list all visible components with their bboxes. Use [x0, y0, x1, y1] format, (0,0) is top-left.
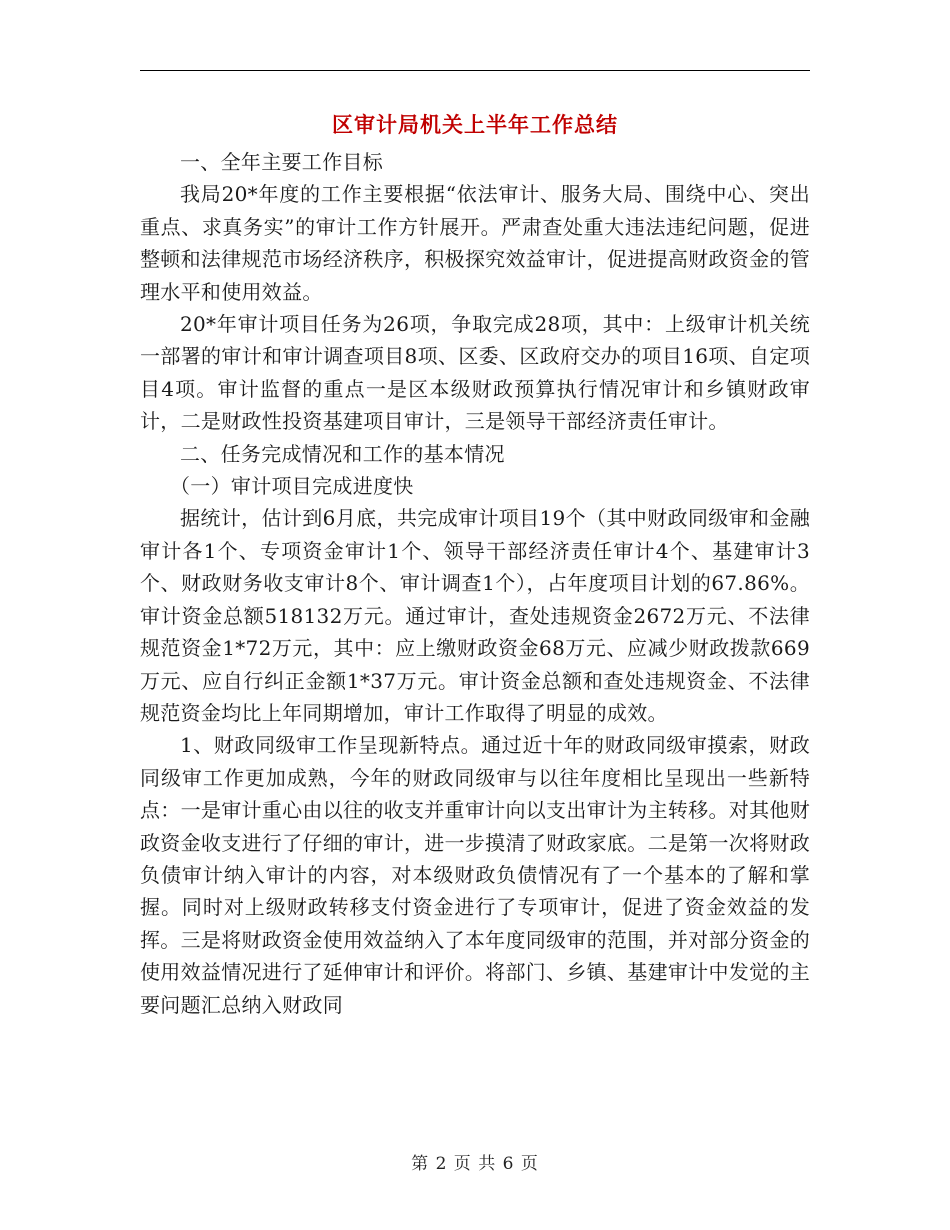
- page-number-footer: 第 2 页 共 6 页: [411, 1154, 539, 1174]
- section-heading-goals: 一、全年主要工作目标: [180, 150, 383, 174]
- paragraph-project-tasks: 20*年审计项目任务为26项，争取完成28项，其中：上级审计机关统一部署的审计和审计调查项目8项、区委、区政府交办的项目16项、自定项目4项。审计监督的重点一是区本级财政预算执行情况审计和乡镇财政审计，二是财政性投资基建项目审计，三是领导干部经济责任审计。: [140, 312, 810, 434]
- paragraph-work-policy: 我局20*年度的工作主要根据“依法审计、服务大局、围绕中心、突出重点、求真务实”的审计工作方针展开。严肃查处重大违法违纪问题，促进整顿和法律规范市场经济秩序，积极探究效益审计，促进提高财政资金的管理水平和使用效益。: [140, 182, 810, 304]
- subsection-heading-progress: （一）审计项目完成进度快: [170, 474, 414, 499]
- section-heading-completion: 二、任务完成情况和工作的基本情况: [180, 441, 505, 466]
- document-title: 区审计局机关上半年工作总结: [332, 113, 618, 137]
- header-rule: [140, 70, 810, 71]
- paragraph-statistics: 据统计，估计到6月底，共完成审计项目19个（其中财政同级审和金融审计各1个、专项资金审计1个、领导干部经济责任审计4个、基建审计3个、财政财务收支审计8个、审计调查1个），占年度项目计划的67.86%。审计资金总额518132万元。通过审计，查处违规资金2672万元、不法律规范资金1*72万元，其中：应上缴财政资金68万元、应减少财政拨款669万元、应自行纠正金额1*37万元。审计资金总额和查处违规资金、不法律规范资金均比上年同期增加，审计工作取得了明显的成效。: [140, 506, 810, 725]
- paragraph-fiscal-audit: 1、财政同级审工作呈现新特点。通过近十年的财政同级审摸索，财政同级审工作更加成熟，今年的财政同级审与以往年度相比呈现出一些新特点：一是审计重心由以往的收支并重审计向以支出审计为主转移。对其他财政资金收支进行了仔细的审计，进一步摸清了财政家底。二是第一次将财政负债审计纳入审计的内容，对本级财政负债情况有了一个基本的了解和掌握。同时对上级财政转移支付资金进行了专项审计，促进了资金效益的发挥。三是将财政资金使用效益纳入了本年度同级审的范围，并对部分资金的使用效益情况进行了延伸审计和评价。将部门、乡镇、基建审计中发觉的主要问题汇总纳入财政同: [140, 733, 810, 1017]
- document-body: [140, 146, 810, 1021]
